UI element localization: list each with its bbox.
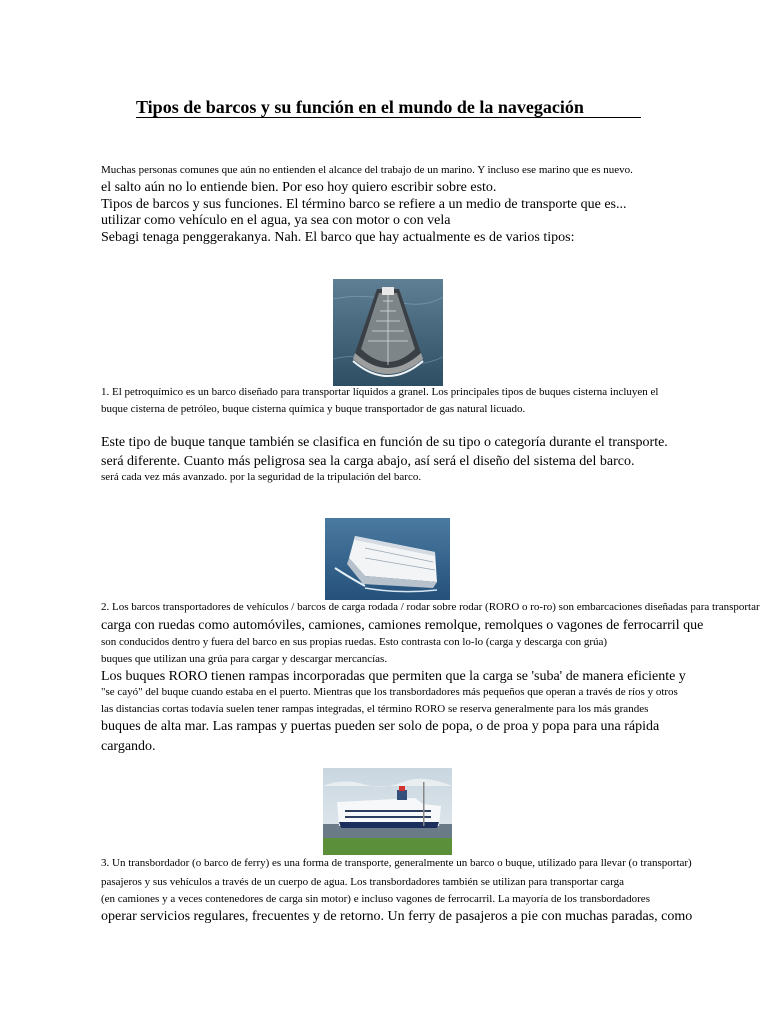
section2-line-8: buques de alta mar. Las rampas y puertas pueden ser solo de popa, o de proa y popa para una rápida <box>101 719 660 734</box>
section2-line-2: carga con ruedas como automóviles, camiones, camiones remolque, remolques o vagones de ferrocarril que <box>101 618 704 633</box>
section1-line-5: será cada vez más avanzado. por la seguridad de la tripulación del barco. <box>101 471 422 483</box>
oil-tanker-image <box>333 279 443 386</box>
section2-line-4: buques que utilizan una grúa para cargar y descargar mercancías. <box>101 653 388 665</box>
section2-line-6: "se cayó" del buque cuando estaba en el puerto. Mientras que los transbordadores más pequeños que operan a través de ríos y otros <box>101 686 678 698</box>
section2-line-3: son conducidos dentro y fuera del barco en sus propias ruedas. Esto contrasta con lo-lo (carga y descarga con grúa) <box>101 636 608 648</box>
section1-line-4: será diferente. Cuanto más peligrosa sea la carga abajo, así será el diseño del sistema del barco. <box>101 454 635 469</box>
section2-line-9: cargando. <box>101 739 156 754</box>
section3-line-3: (en camiones y a veces contenedores de carga sin motor) e incluso vagones de ferrocarril. La mayoría de los transbordadores <box>101 893 650 905</box>
section2-line-7: las distancias cortas todavía suelen tener rampas integradas, el término RORO se reserva generalmente para los más grandes <box>101 703 649 715</box>
section1-line-1: 1. El petroquímico es un barco diseñado para transportar líquidos a granel. Los principales tipos de buques cisterna incluyen el <box>101 386 659 398</box>
section3-line-4: operar servicios regulares, frecuentes y de retorno. Un ferry de pasajeros a pie con muchas paradas, como <box>101 909 693 924</box>
ferry-ship-image <box>323 768 452 855</box>
section3-line-1: 3. Un transbordador (o barco de ferry) es una forma de transporte, generalmente un barco o buque, utilizado para llevar (o transportar) <box>101 857 692 869</box>
intro-line-5: Sebagi tenaga penggerakanya. Nah. El barco que hay actualmente es de varios tipos: <box>101 230 575 245</box>
intro-line-3: Tipos de barcos y sus funciones. El término barco se refiere a un medio de transporte que es... <box>101 197 627 212</box>
section1-line-3: Este tipo de buque tanque también se clasifica en función de su tipo o categoría durante el transporte. <box>101 435 668 450</box>
roro-ship-image <box>325 518 450 600</box>
intro-line-4: utilizar como vehículo en el agua, ya sea con motor o con vela <box>101 213 451 228</box>
section1-line-2: buque cisterna de petróleo, buque cisterna química y buque transportador de gas natural licuado. <box>101 403 526 415</box>
page-title: Tipos de barcos y su función en el mundo de la navegación <box>136 97 641 118</box>
intro-line-2: el salto aún no lo entiende bien. Por eso hoy quiero escribir sobre esto. <box>101 180 497 195</box>
intro-line-1: Muchas personas comunes que aún no entienden el alcance del trabajo de un marino. Y incluso ese marino que es nuevo. <box>101 164 633 176</box>
section2-line-1: 2. Los barcos transportadores de vehículos / barcos de carga rodada / rodar sobre rodar (RORO o ro-ro) son embarcaciones diseñadas para transportar <box>101 601 760 613</box>
section2-line-5: Los buques RORO tienen rampas incorporadas que permiten que la carga se 'suba' de manera eficiente y <box>101 669 686 684</box>
section3-line-2: pasajeros y sus vehículos a través de un cuerpo de agua. Los transbordadores también se utilizan para transportar carga <box>101 876 625 888</box>
